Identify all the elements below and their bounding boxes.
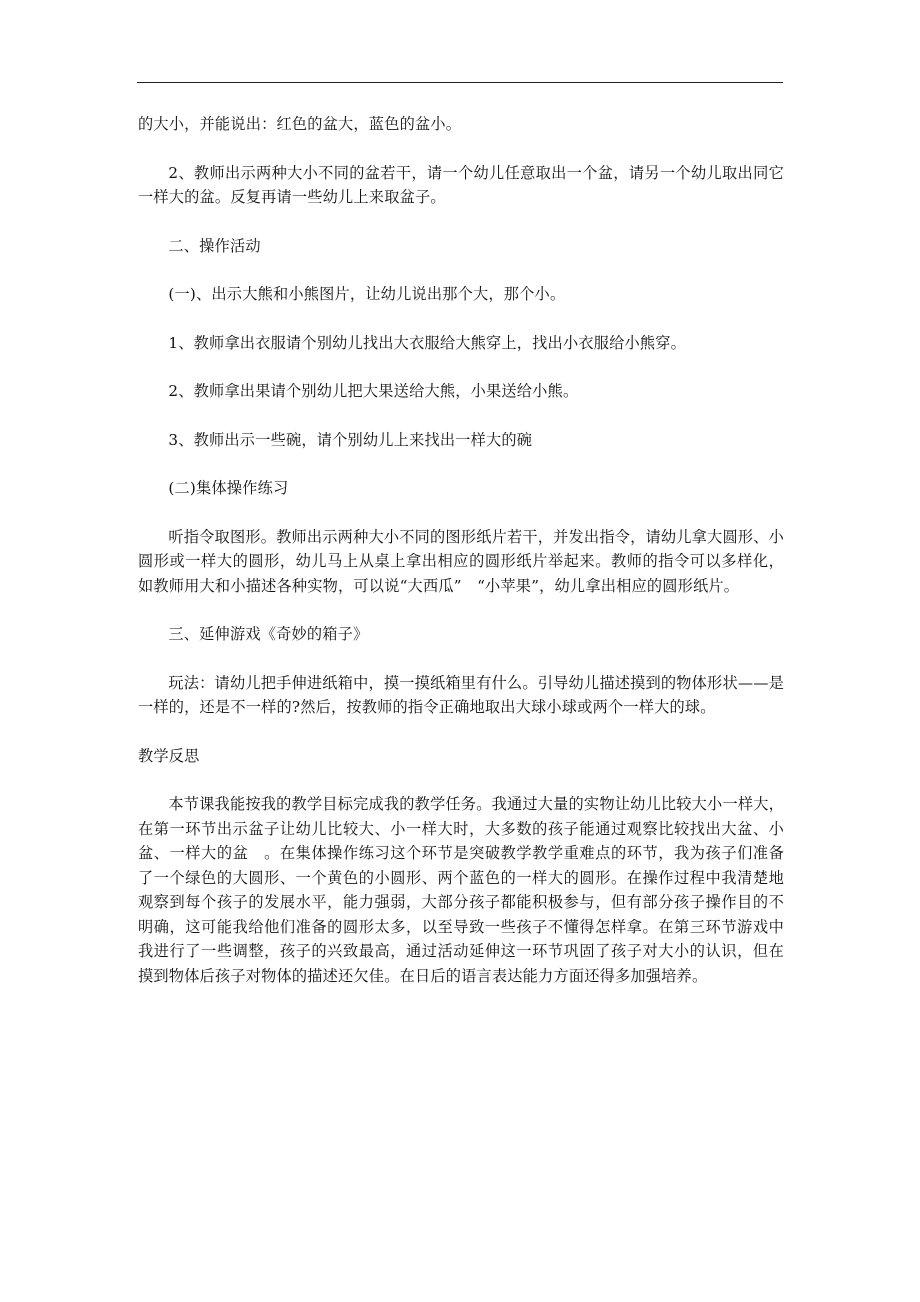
paragraph-shapes: 听指令取图形。教师出示两种大小不同的图形纸片若干，并发出指令，请幼儿拿大圆形、小圆形或一样大的圆形，幼儿马上从桌上拿出相应的圆形纸片举起来。教师的指令可以多样化，如教师用大和小描述各种实物，可以说“大西瓜” “小苹果”，幼儿拿出相应的圆形纸片。 — [138, 527, 784, 595]
paragraph-clothes: 1、教师拿出衣服请个别幼儿找出大衣服给大熊穿上，找出小衣服给小熊穿。 — [168, 333, 687, 352]
paragraph-reflection: 本节课我能按我的教学目标完成我的教学任务。我通过大量的实物让幼儿比较大小一样大，在第一环节出示盆子让幼儿比较大、小一样大时，大多数的孩子能通过观察比较找出大盆、小盆、一样大的盆 。在集体操作练习这个环节是突破教学教学重难点的环节，我为孩子们准备了一个绿色的大圆形、一个黄色的小圆形、两个蓝色的一样大的圆形。在操作过程中我清楚地观察到每个孩子的发展水平，能力强弱，大部分孩子都能积极参与，但有部分孩子操作目的不明确，这可能我给他们准备的圆形太多，以至导致一些孩子不懂得怎样拿。在第三环节游戏中我进行了一些调整，孩子的兴致最高，通过活动延伸这一环节巩固了孩子对大小的认识，但在摸到物体后孩子对物体的描述还欠佳。在日后的语言表达能力方面还得多加强培养。 — [138, 795, 784, 985]
subsection-heading-2: (二)集体操作练习 — [168, 479, 289, 497]
paragraph-bowls: 3、教师出示一些碗，请个别幼儿上来找出一样大的碗 — [168, 430, 533, 449]
section-heading-reflection: 教学反思 — [138, 746, 200, 765]
document-body — [138, 112, 784, 988]
section-heading-game: 三、延伸游戏《奇妙的箱子》 — [168, 625, 369, 643]
subsection-heading-1: (一)、出示大熊和小熊图片，让幼儿说出那个大，那个小。 — [168, 285, 566, 303]
paragraph-continuation: 的大小，并能说出：红色的盆大，蓝色的盆小。 — [138, 115, 462, 133]
paragraph-fruit: 2、教师拿出果请个别幼儿把大果送给大熊，小果送给小熊。 — [168, 382, 579, 400]
header-rule — [137, 82, 783, 83]
paragraph-step-2: 2、教师出示两种大小不同的盆若干，请一个幼儿任意取出一个盆，请另一个幼儿取出同它一样大的盆。反复再请一些幼儿上来取盆子。 — [138, 163, 784, 206]
section-heading-operation: 二、操作活动 — [168, 236, 261, 255]
paragraph-game-rules: 玩法：请幼儿把手伸进纸箱中，摸一摸纸箱里有什么。引导幼儿描述摸到的物体形状——是一样的，还是不一样的?然后，按教师的指令正确地取出大球小球或两个一样大的球。 — [138, 673, 784, 716]
